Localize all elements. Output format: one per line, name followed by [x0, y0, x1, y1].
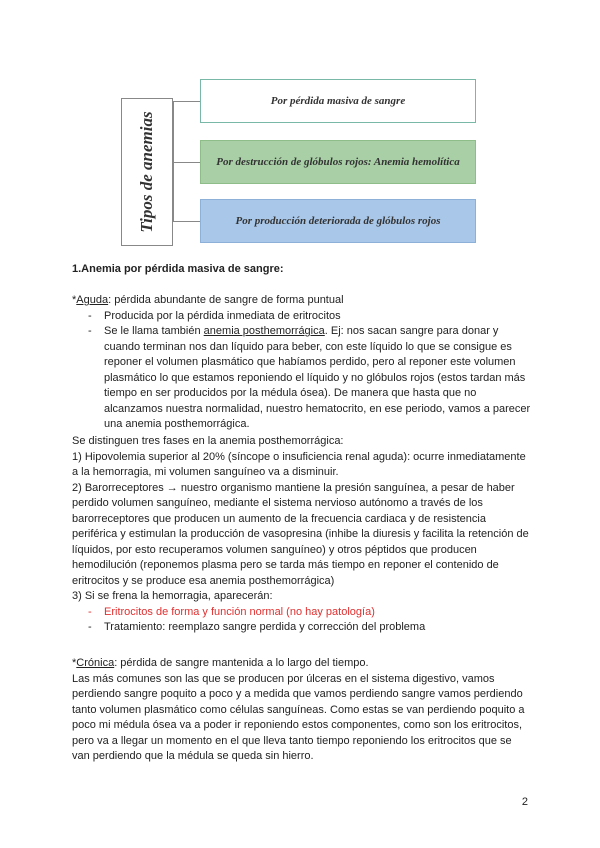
aguda-bullet-2 — [72, 324, 532, 433]
phase-3: 3) Si se frena la hemorragia, aparecerán: — [72, 590, 273, 602]
aguda-bullet-2-pre: Se le llama también — [104, 325, 204, 337]
page-number: 2 — [521, 796, 528, 808]
cronica-body: Las más comunes son las que se producen por úlceras en el sistema digestivo, vamos perdiendo sangre poquito a poco y a medida que vamos perdiendo sangre vamos perdiendo tanto volumen plasmático como células sanguíneas. Como estas se van perdiendo poquito a poco mi médula ósea va a poder ir reponiendo estos componentes, como son los eritrocitos, pero va a llegar un momento en el que lleva tanto tiempo reponiendo los eritrocitos que se van perdiendo que la médula se queda sin hierro. — [72, 672, 525, 762]
diagram-connector-vertical — [173, 101, 174, 221]
aguda-label: Aguda — [76, 294, 109, 306]
diagram-category-hemolytic: Por destrucción de glóbulos rojos: Anemia hemolítica — [200, 140, 476, 184]
aguda-bullet-1: - Producida por la pérdida inmediata de eritrocitos — [72, 309, 532, 325]
anemia-types-diagram — [0, 0, 600, 260]
phase-3-bullet-1: - Eritrocitos de forma y función normal (no hay patología) — [72, 605, 532, 621]
aguda-definition — [72, 293, 532, 309]
diagram-connector-2 — [173, 162, 200, 163]
cronica-text: : pérdida de sangre mantenida a lo largo del tiempo. — [114, 657, 369, 669]
diagram-category-blood-loss: Por pérdida masiva de sangre — [200, 79, 476, 123]
diagram-connector-3 — [173, 221, 200, 222]
phase-1: 1) Hipovolemia superior al 20% (síncope o insuficiencia renal aguda): ocurre inmediatamente a la hemorragia, mi volumen sanguíneo va a disminuir. — [72, 450, 526, 478]
section-heading: 1.Anemia por pérdida masiva de sangre: — [72, 263, 284, 275]
aguda-prefix: * — [72, 294, 77, 306]
phase-2: 2) Barorreceptores → nuestro organismo mantiene la presión sanguínea, a pesar de haber perdido volumen sanguíneo, mediante el sistema nervioso autónomo a través de los barorreceptores que producen un aumento de la frecuencia cardiaca y de resistencia periférica y estimulan la producción de vasopresina (inhibe la diuresis y facilita la retención de líquidos, por esto recuperamos volumen sanguíneo) y otros péptidos que producen hemodilución (reponemos plasma pero se tarda más tiempo en reponer el contenido de eritrocitos y se produce esa anemia posthemorrágica) — [72, 481, 529, 587]
cronica-section — [72, 656, 532, 765]
diagram-category-production: Por producción deteriorada de glóbulos rojos — [200, 199, 476, 243]
aguda-bullets — [72, 309, 532, 433]
aguda-text: : pérdida abundante de sangre de forma puntual — [108, 294, 344, 306]
phase-3-bullets — [72, 605, 532, 636]
anemia-posthemorragica-term: anemia posthemorrágica — [203, 325, 325, 337]
diagram-side-label: Tipos de anemias — [137, 111, 156, 233]
phases-section — [72, 434, 532, 636]
cronica-label: Crónica — [76, 657, 115, 669]
aguda-bullet-2-post: . Ej: nos sacan sangre para donar y cuando terminan nos dan líquido para beber, con este líquido lo que se consigue es reponer el volumen plasmático que habíamos perdido, pero al reponer este volumen plasmático lo que estamos reponiendo el líquido y no glóbulos rojos (estos tardan más tiempo en ser producidos por la médula ósea). De manera que hasta que no alcanzamos nuestra normalidad, nuestro hematocrito, en ese periodo, vamos a parecer una anemia posthemorrágica. — [104, 325, 531, 430]
diagram-connector-1 — [173, 101, 200, 102]
aguda-section — [72, 293, 532, 433]
cronica-definition — [72, 656, 532, 672]
cronica-prefix: * — [72, 657, 77, 669]
phases-intro: Se distinguen tres fases en la anemia posthemorrágica: — [72, 435, 344, 447]
phase-3-bullet-2: - Tratamiento: reemplazo sangre perdida y corrección del problema — [72, 620, 532, 636]
